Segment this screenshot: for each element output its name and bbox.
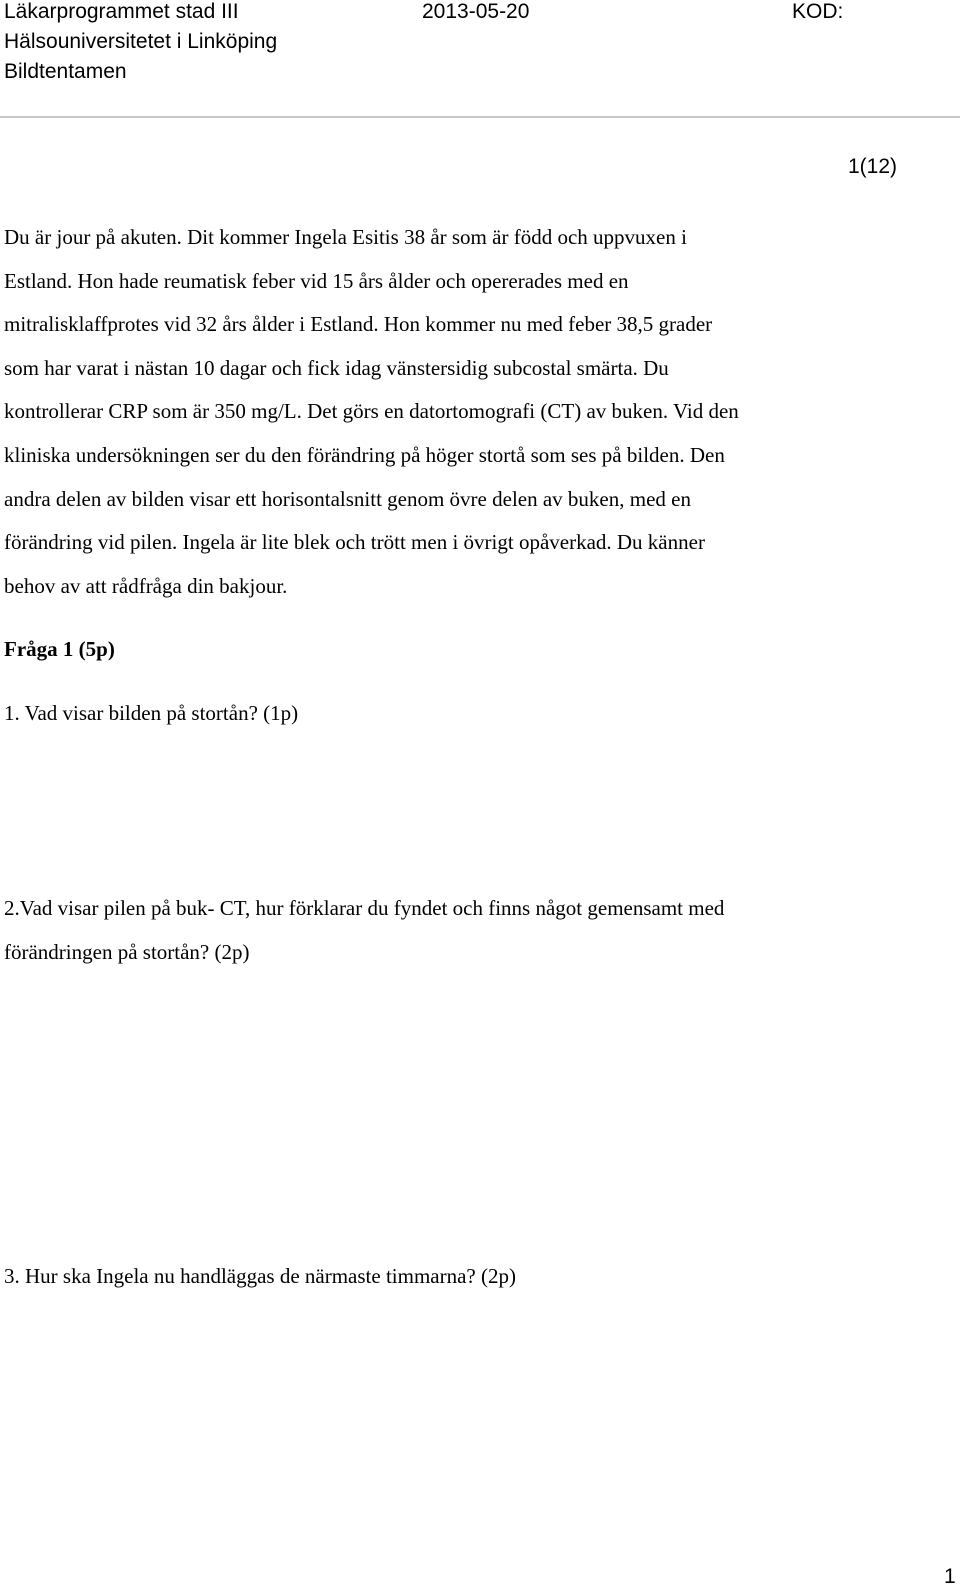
- header-program: Läkarprogrammet stad III: [4, 0, 239, 23]
- case-line: som har varat i nästan 10 dagar och fick idag vänstersidig subcostal smärta. Du: [4, 355, 669, 380]
- header-code-label: KOD:: [792, 0, 844, 23]
- case-line: kontrollerar CRP som är 350 mg/L. Det görs en datortomografi (CT) av buken. Vid den: [4, 399, 739, 424]
- question-2-line-1: 2.Vad visar pilen på buk- CT, hur förklarar du fyndet och finns något gemensamt med: [4, 896, 725, 920]
- question-3: 3. Hur ska Ingela nu handläggas de närmaste timmarna? (2p): [4, 1264, 516, 1288]
- case-description: [4, 216, 924, 608]
- case-line: behov av att rådfråga din bakjour.: [4, 573, 288, 598]
- header-divider: [0, 116, 960, 118]
- case-line: förändring vid pilen. Ingela är lite blek och trött men i övrigt opåverkad. Du känner: [4, 530, 705, 555]
- question-1: 1. Vad visar bilden på stortån? (1p): [4, 701, 299, 725]
- case-line: andra delen av bilden visar ett horisontalsnitt genom övre delen av buken, med en: [4, 486, 691, 511]
- case-line: Du är jour på akuten. Dit kommer Ingela Esitis 38 år som är född och uppvuxen i: [4, 225, 687, 249]
- page-counter: 1(12): [848, 155, 898, 178]
- header-exam: Bildtentamen: [4, 60, 127, 83]
- header-university: Hälsouniversitetet i Linköping: [4, 30, 278, 53]
- case-line: kliniska undersökningen ser du den förändring på höger stortå som ses på bilden. Den: [4, 442, 725, 467]
- question-heading: Fråga 1 (5p): [4, 637, 115, 661]
- header-date: 2013-05-20: [422, 0, 530, 23]
- page-number: 1: [944, 1565, 956, 1588]
- case-line: mitralisklaffprotes vid 32 års ålder i Estland. Hon kommer nu med feber 38,5 grader: [4, 312, 713, 337]
- case-line: Estland. Hon hade reumatisk feber vid 15 års ålder och opererades med en: [4, 268, 629, 293]
- question-2-line-2: förändringen på stortån? (2p): [4, 940, 250, 964]
